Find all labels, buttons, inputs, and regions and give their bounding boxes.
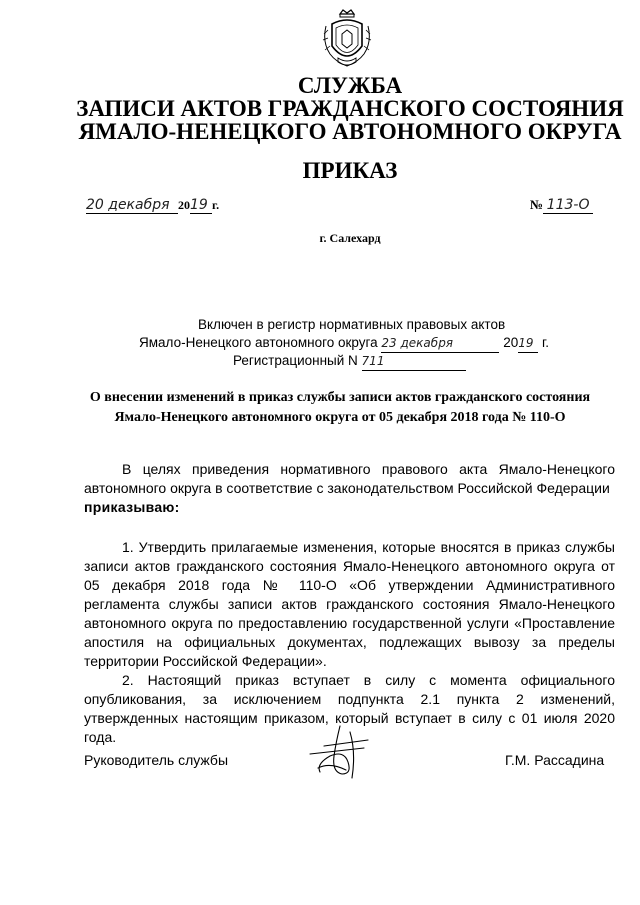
org-name-line3: ЯМАЛО-НЕНЕЦКОГО АВТОНОМНОГО ОКРУГА bbox=[78, 119, 622, 144]
command-paragraph bbox=[84, 498, 615, 517]
registration-number-handwritten: 711 bbox=[362, 352, 466, 371]
order-number bbox=[530, 196, 593, 214]
registration-line2 bbox=[139, 334, 549, 353]
body-text bbox=[84, 460, 615, 747]
command-text: приказываю: bbox=[84, 499, 180, 515]
registration-date-handwritten: 23 декабря bbox=[381, 334, 499, 353]
registration-line3 bbox=[233, 352, 466, 371]
number-prefix: № bbox=[530, 197, 544, 212]
year-suffix: г. bbox=[212, 198, 220, 212]
subject-line1: О внесении изменений в приказ службы записи актов гражданского состояния bbox=[89, 390, 591, 405]
signer-name: Г.М. Рассадина bbox=[505, 752, 605, 768]
registration-number-label: Регистрационный N bbox=[233, 353, 358, 368]
signer-position: Руководитель службы bbox=[84, 752, 229, 768]
registration-region: Ямало-Ненецкого автономного округа bbox=[139, 335, 378, 350]
city: г. Салехард bbox=[319, 231, 381, 245]
date-handwritten: 20 декабря bbox=[86, 197, 178, 214]
item1-paragraph: 1. Утвердить прилагаемые изменения, которые вносятся в приказ службы записи актов гражданского состояния Ямало-Ненецкого автономного округа от 05 декабря 2018 года № 110-О «Об утверждении Административного регламента службы записи актов гражданского состояния Ямало-Ненецкого автономного округа по предоставлению государственной услуги «Проставление апостиля на официальных документах, подлежащих вывозу за пределы территории Российской Федерации». bbox=[84, 539, 615, 669]
registration-line1: Включен в регистр нормативных правовых актов bbox=[198, 317, 506, 332]
document-type: ПРИКАЗ bbox=[302, 158, 398, 183]
org-name-line1: СЛУЖБА bbox=[297, 73, 403, 98]
year-prefix: 20 bbox=[178, 198, 190, 212]
intro-paragraph bbox=[84, 460, 615, 498]
registration-year-handwritten: 19 bbox=[518, 334, 538, 353]
signature-icon bbox=[290, 722, 380, 782]
number-handwritten: 113-О bbox=[543, 197, 593, 214]
registration-year-prefix: 20 bbox=[503, 335, 519, 350]
registration-year-suffix: г. bbox=[541, 335, 550, 350]
org-name-line2: ЗАПИСИ АКТОВ ГРАЖДАНСКОГО СОСТОЯНИЯ bbox=[76, 96, 624, 121]
subject-line2: Ямало-Ненецкого автономного округа от 05 декабря 2018 года № 110-О bbox=[114, 410, 566, 425]
order-date bbox=[86, 196, 219, 214]
year-handwritten: 19 bbox=[190, 197, 212, 214]
item2-paragraph: 2. Настоящий приказ вступает в силу с момента официального опубликования, за исключением подпункта 2.1 пункта 2 изменений, утвержденных настоящим приказом, который вступает в силу с 01 июля 2020 года. bbox=[84, 672, 615, 745]
intro-text: В целях приведения нормативного правового акта Ямало-Ненецкого автономного округа в соответствие с законодательством Российской Федерации bbox=[84, 461, 615, 496]
coat-of-arms-icon bbox=[322, 8, 372, 70]
